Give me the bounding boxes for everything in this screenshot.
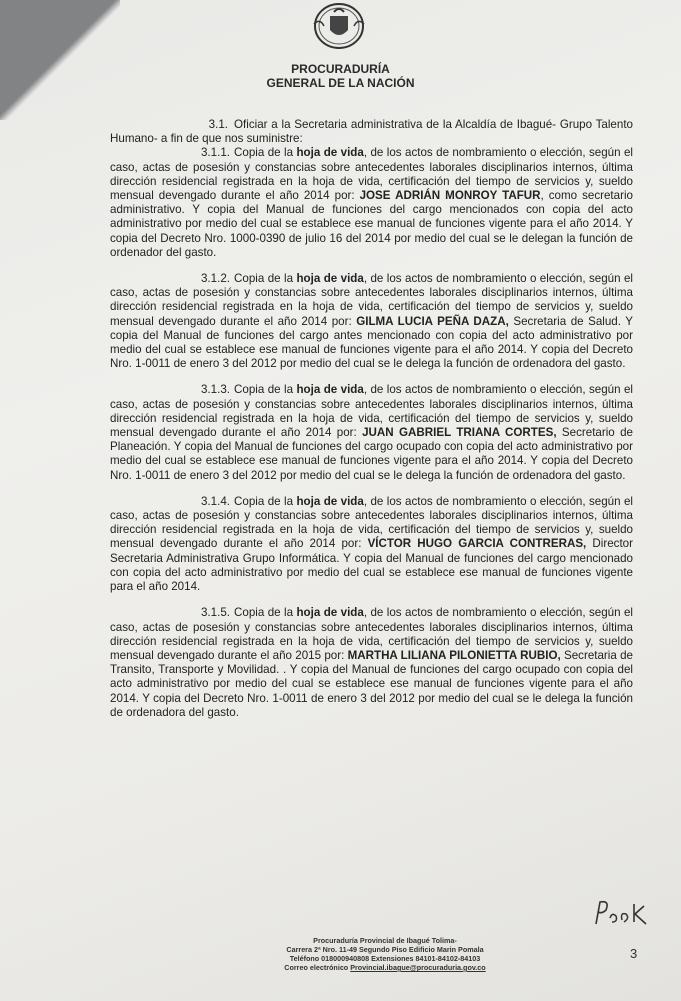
item-text: , de los actos de nombramiento o elección, según el caso, actas de posesión y constancias sobre antecedentes laborales disciplinarios internos, última dirección residencial registrada en la hoja de vida, certificación del tiempo de servicios y, sueldo mensual devengado durante el año 2014 por:	[110, 272, 634, 328]
item-text: Copia de la	[234, 146, 297, 160]
item-paragraph-4	[110, 495, 633, 594]
item-number: 3.1.4.	[200, 494, 230, 508]
coat-of-arms-seal	[308, 2, 370, 54]
item-text: Secretaria de Salud. Y copia del Manual de funciones del cargo antes mencionado con copia del acto administrativo por medio del cual se establece ese manual de funciones vigente para el año 2014. Y copia del Decreto Nro. 1-0011 de enero 3 del 2012 por medio del cual se le delega la función de ordenadora del gasto.	[110, 314, 633, 371]
item-emphasis: hoja de vida	[296, 272, 364, 286]
handwritten-initials	[592, 898, 652, 928]
item-paragraph-1	[110, 146, 633, 260]
item-paragraph-2	[110, 272, 633, 371]
item-emphasis: hoja de vida	[296, 606, 364, 620]
item-text: Copia de la	[234, 272, 297, 286]
footer-email-link[interactable]: Provincial.ibague@procuraduria.gov.co	[350, 963, 486, 972]
item-paragraph-5	[110, 606, 633, 720]
page-fold	[0, 0, 120, 120]
footer-email-label: Correo electrónico	[284, 963, 351, 972]
item-emphasis: hoja de vida	[296, 494, 364, 508]
item-paragraph-3	[110, 383, 633, 482]
item-text: Copia de la	[234, 494, 297, 508]
item-number: 3.1.5.	[200, 606, 230, 620]
item-text: , de los actos de nombramiento o elección, según el caso, actas de posesión y constancias sobre antecedentes laborales disciplinarios internos, última dirección residencial registrada en la hoja de vida, certificación del tiempo de servicios y, sueldo mensual devengado durante el año 2014 por:	[110, 146, 634, 203]
page-number: 3	[630, 946, 638, 961]
footer-email-line	[220, 963, 550, 972]
item-number: 3.1.1.	[200, 146, 230, 160]
institution-header	[0, 62, 681, 90]
footer-address: Carrera 2ª Nro. 11-49 Segundo Piso Edificio Marin Pomala	[286, 945, 484, 954]
item-text: Copia de la	[234, 383, 297, 397]
person-name: VÍCTOR HUGO GARCIA CONTRERAS,	[367, 537, 587, 551]
item-text: , de los actos de nombramiento o elección, según el caso, actas de posesión y constancias sobre antecedentes laborales disciplinarios internos, última dirección residencial registrada en la hoja de vida, certificación del tiempo de servicios y, sueldo mensual devengado durante el año 2014 por:	[110, 494, 634, 551]
item-text: Secretaria de Transito, Transporte y Movilidad. . Y copia del Manual de funciones del cargo ocupado con copia del acto administrativo por medio del cual se establece ese manual de funciones vigente para el año 2014. Y copia del Decreto Nro. 1-0011 de enero 3 del 2012 por medio del cual se le delega la función de ordenadora del gasto.	[110, 648, 633, 719]
person-name: GILMA LUCIA PEÑA DAZA,	[356, 314, 509, 328]
item-text: Secretario de Planeación. Y copia del Manual de funciones del cargo ocupado con copia del acto administrativo por medio del cual se establece ese manual de funciones vigente para el año 2014. Y copia del Decreto Nro. 1-0011 de enero 3 del 2012 por medio del cual se le delega la función de ordenadora del gasto.	[110, 426, 633, 482]
item-text: , de los actos de nombramiento o elección, según el caso, actas de posesión y constancias sobre antecedentes laborales disciplinarios internos, última dirección residencial registrada en la hoja de vida, certificación del tiempo de servicios y, sueldo mensual devengado durante el año 2015 por:	[110, 606, 634, 662]
footer-phone: Teléfono 018000940808 Extensiones 84101-84102-84103	[289, 954, 481, 963]
item-number: 3.1.3.	[200, 383, 230, 397]
item-text: , como secretario administrativo. Y copia del Manual de funciones del cargo mencionados con copia del acto administrativo por medio del cual se establece ese manual de funciones vigente para el año 2014. Y copia del Decreto Nro. 1000-0390 de julio 16 del 2014 por medio del cual se le delegan la función de ordenador del gasto.	[110, 189, 633, 259]
item-text: Copia de la	[234, 606, 297, 620]
footer-office: Procuraduría Provincial de Ibagué Tolima-	[313, 936, 457, 945]
intro-number: 3.1.	[208, 118, 228, 131]
person-name: JUAN GABRIEL TRIANA CORTES,	[362, 426, 557, 440]
page-footer	[220, 936, 550, 972]
header-line-2: GENERAL DE LA NACIÓN	[266, 76, 415, 90]
intro-paragraph	[110, 118, 633, 146]
item-text: , de los actos de nombramiento o elección, según el caso, actas de posesión y constancias sobre antecedentes laborales disciplinarios internos, última dirección residencial registrada en la hoja de vida, certificación del tiempo de servicios y, sueldo mensual devengado durante el año 2014 por:	[110, 383, 634, 440]
item-text: Director Secretaria Administrativa Grupo Informática. Y copia del Manual de funciones del cargo mencionado con copia del acto administrativo por medio del cual se establece ese manual de funciones vigente para el año 2014.	[110, 537, 633, 594]
person-name: MARTHA LILIANA PILONIETTA RUBIO,	[347, 648, 561, 662]
item-number: 3.1.2.	[200, 272, 230, 286]
item-emphasis: hoja de vida	[296, 383, 364, 397]
intro-text: Oficiar a la Secretaria administrativa de la Alcaldía de Ibagué- Grupo Talento Humano- a fin de que nos suministre:	[110, 118, 633, 146]
header-line-1: PROCURADURÍA	[291, 62, 390, 76]
item-emphasis: hoja de vida	[296, 146, 364, 160]
document-body	[110, 118, 633, 732]
person-name: JOSE ADRIÁN MONROY TAFUR	[359, 189, 541, 203]
